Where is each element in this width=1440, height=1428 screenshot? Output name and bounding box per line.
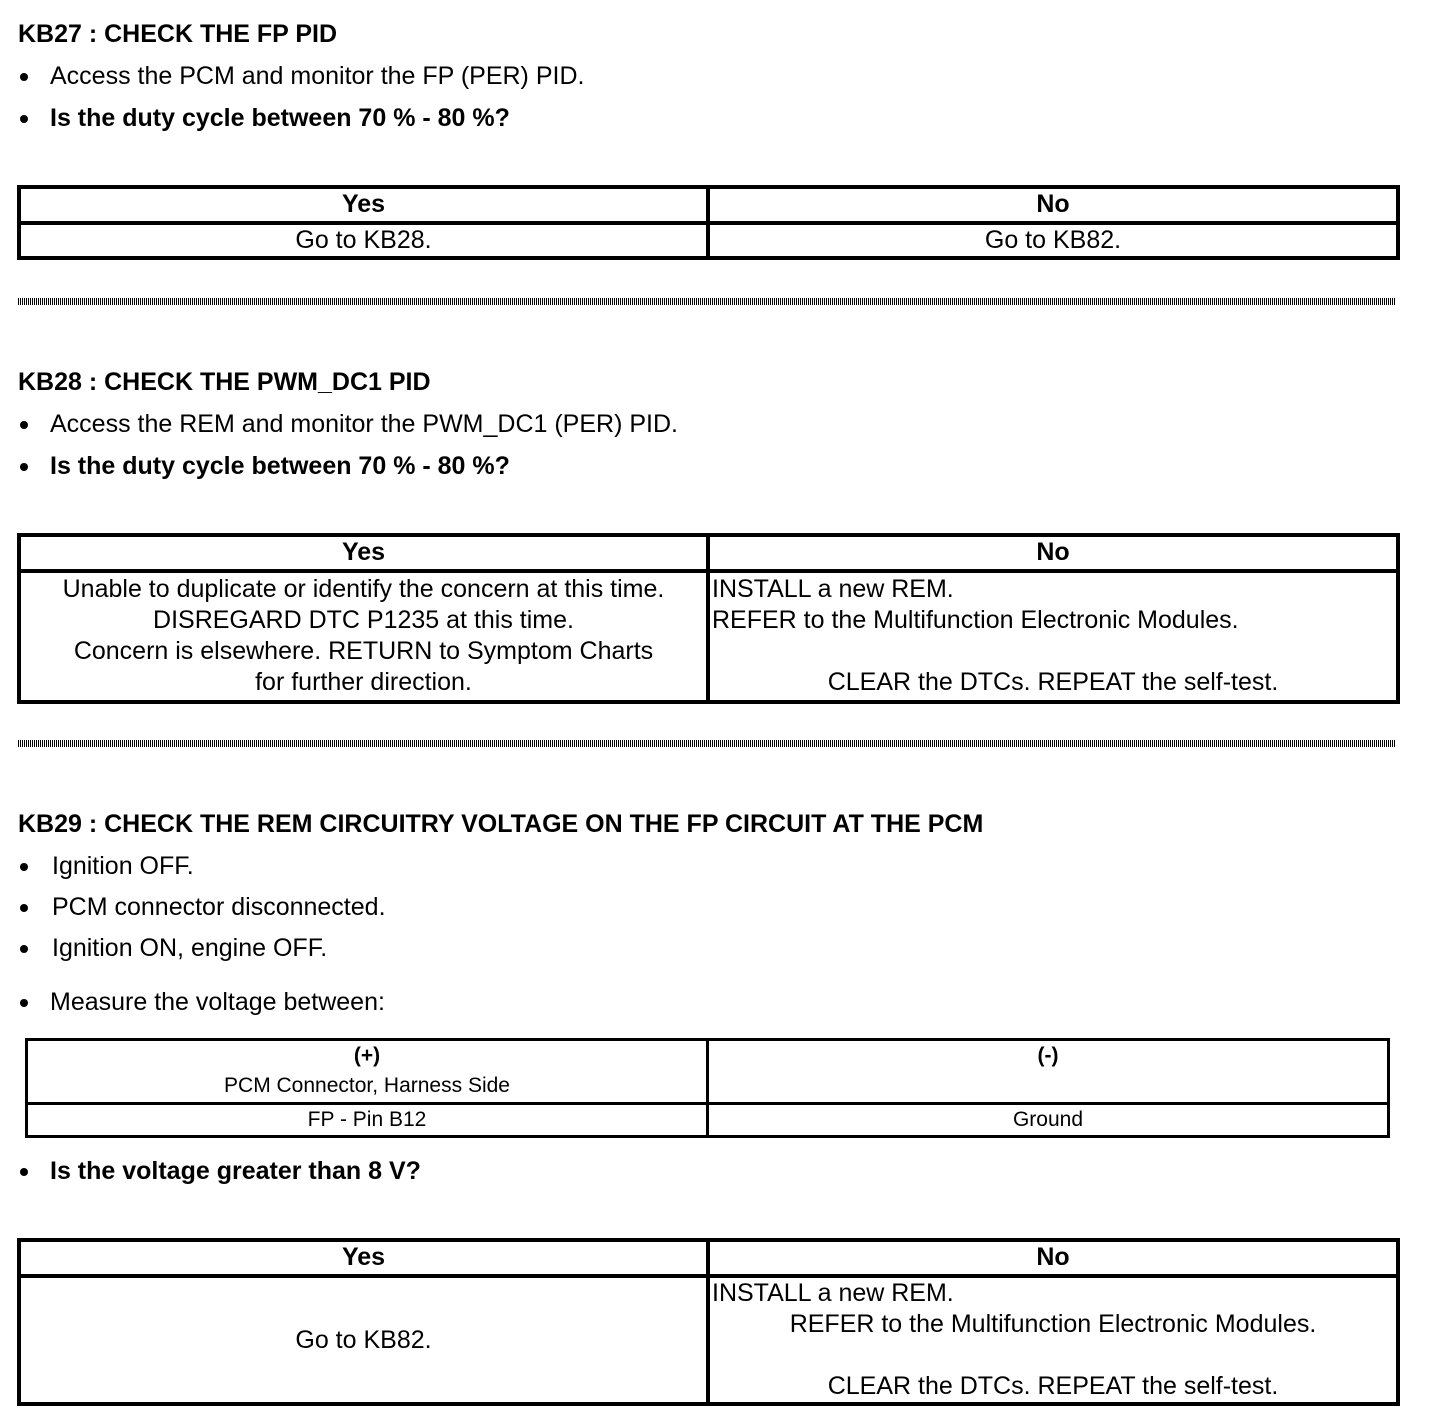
kb27-heading: KB27 : CHECK THE FP PID [18, 20, 338, 48]
kb28-yes-line: for further direction. [255, 668, 472, 696]
bullet-icon [20, 115, 28, 123]
kb27-step-1: Access the PCM and monitor the FP (PER) PID. [50, 62, 585, 90]
kb28-no-line: REFER to the Multifunction Electronic Modules. [712, 606, 1239, 634]
kb28-heading: KB28 : CHECK THE PWM_DC1 PID [18, 368, 431, 396]
kb29-result-table [17, 1238, 1400, 1406]
kb29-step-1: Ignition OFF. [52, 852, 194, 880]
bullet-icon [20, 1168, 28, 1176]
kb29-pos-value: FP - Pin B12 [27, 1104, 708, 1137]
kb28-yes-line: DISREGARD DTC P1235 at this time. [153, 606, 574, 634]
kb28-question: Is the duty cycle between 70 % - 80 %? [50, 452, 510, 480]
kb28-no-line: INSTALL a new REM. [712, 575, 954, 603]
bullet-icon [20, 73, 28, 81]
bullet-icon [20, 904, 28, 912]
kb28-no-action [708, 571, 1398, 702]
kb28-result-table [17, 533, 1400, 704]
kb29-no-header: No [708, 1240, 1398, 1276]
kb28-no-header: No [708, 535, 1398, 571]
kb29-no-line: REFER to the Multifunction Electronic Modules. [789, 1310, 1317, 1338]
kb27-no-header: No [708, 187, 1398, 223]
kb29-step-3: Ignition ON, engine OFF. [52, 934, 328, 962]
kb28-yes-header: Yes [19, 535, 708, 571]
kb27-no-action: Go to KB82. [708, 223, 1398, 258]
kb29-yes-action: Go to KB82. [19, 1276, 708, 1404]
kb27-yes-action: Go to KB28. [19, 223, 708, 258]
bullet-icon [20, 945, 28, 953]
kb28-yes-action [19, 571, 708, 702]
section-divider [18, 298, 1396, 305]
bullet-icon [20, 463, 28, 471]
kb28-step-1: Access the REM and monitor the PWM_DC1 (PER) PID. [50, 410, 678, 438]
kb29-pos-header: (+) [353, 1044, 381, 1067]
bullet-icon [20, 863, 28, 871]
kb29-no-line: INSTALL a new REM. [712, 1279, 954, 1307]
kb29-heading: KB29 : CHECK THE REM CIRCUITRY VOLTAGE ON THE FP CIRCUIT AT THE PCM [18, 810, 984, 838]
kb29-no-line: CLEAR the DTCs. REPEAT the self-test. [827, 1372, 1279, 1400]
kb29-no-action [708, 1276, 1398, 1404]
bullet-icon [20, 999, 28, 1007]
kb29-neg-header: (-) [1037, 1044, 1059, 1067]
kb29-yes-header: Yes [19, 1240, 708, 1276]
section-divider [18, 740, 1396, 747]
kb28-yes-line: Concern is elsewhere. RETURN to Symptom Charts [73, 637, 654, 665]
kb29-question: Is the voltage greater than 8 V? [50, 1157, 421, 1185]
kb29-step-2: PCM connector disconnected. [52, 893, 386, 921]
kb29-pos-header-cell [27, 1040, 708, 1104]
kb28-no-line: CLEAR the DTCs. REPEAT the self-test. [827, 668, 1279, 696]
bullet-icon [20, 421, 28, 429]
kb29-neg-value: Ground [708, 1104, 1389, 1137]
kb29-pos-subheader: PCM Connector, Harness Side [224, 1074, 510, 1097]
kb29-measure-table [25, 1038, 1390, 1138]
kb29-neg-header-cell [708, 1040, 1389, 1104]
kb29-measure-intro: Measure the voltage between: [50, 988, 385, 1016]
kb27-question: Is the duty cycle between 70 % - 80 %? [50, 104, 510, 132]
kb28-yes-line: Unable to duplicate or identify the concern at this time. [62, 575, 665, 603]
kb27-result-table [17, 185, 1400, 260]
kb27-yes-header: Yes [19, 187, 708, 223]
